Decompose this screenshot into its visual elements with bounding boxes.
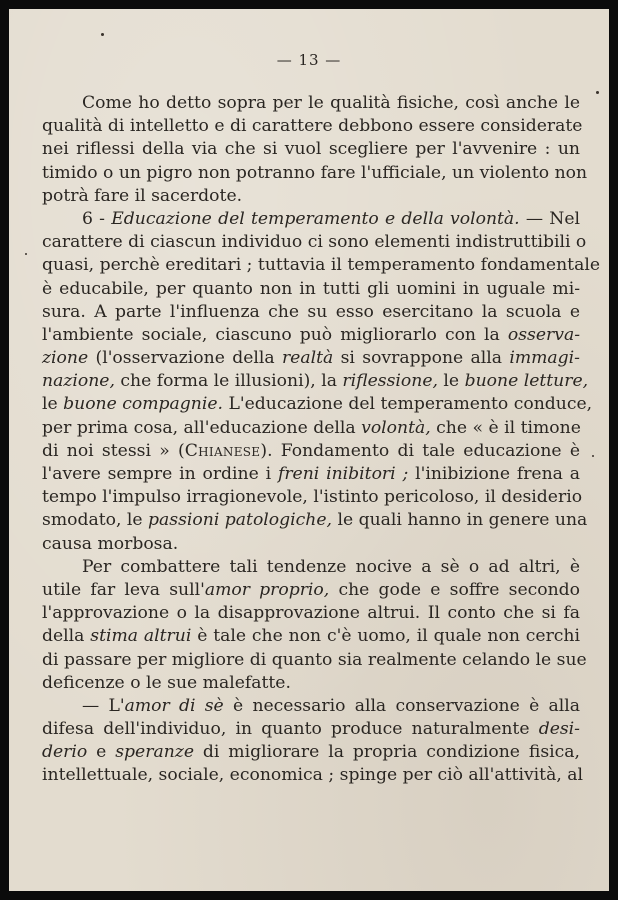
text-run: è educabile, per quanto non in tutti gli uomini in uguale mi-	[42, 278, 580, 299]
italic-text: speranze	[115, 742, 194, 763]
italic-text: osserva-	[507, 324, 580, 345]
italic-text: volontà,	[361, 417, 431, 438]
text-line	[42, 417, 580, 440]
book-page	[9, 9, 609, 891]
text-line	[42, 579, 580, 602]
text-line	[42, 393, 593, 416]
text-run: difesa dell'individuo, in quanto produce naturalmente	[42, 719, 539, 740]
text-run: Per combattere tali tendenze nocive a sè o ad altri, è	[82, 556, 580, 577]
text-run: causa morbosa.	[42, 533, 179, 554]
text-line	[42, 208, 580, 231]
text-line	[42, 556, 580, 579]
text-line	[42, 347, 580, 370]
text-run: qualità di intelletto e di carattere debbono essere considerate	[42, 116, 583, 137]
text-line	[42, 486, 583, 509]
text-line	[42, 741, 580, 764]
text-run: nei riflessi della via che si vuol scegliere per l'avvenire : un	[42, 139, 580, 160]
text-line	[42, 231, 587, 254]
print-speck	[101, 33, 104, 36]
text-run: deficenze o le sue malefatte.	[42, 672, 291, 693]
text-run: potrà fare il sacerdote.	[42, 185, 243, 206]
italic-text: stima altrui	[90, 626, 192, 647]
text-run: le quali hanno in genere una	[331, 510, 588, 531]
text-run: L'educazione del temperamento conduce,	[223, 394, 593, 415]
italic-text: riflessione,	[342, 371, 438, 392]
text-line	[42, 672, 580, 695]
text-line	[42, 92, 580, 115]
text-run: sura. A parte l'influenza che su esso esercitano la scuola e	[42, 301, 580, 322]
text-run: Chianese	[184, 440, 261, 461]
text-run: Come ho detto sopra per le qualità fisiche, così anche le	[82, 93, 580, 113]
italic-text: passioni patologiche,	[148, 510, 332, 531]
italic-text: zione	[42, 348, 89, 369]
text-run: per prima cosa, all'educazione della	[42, 417, 362, 438]
text-run: di noi stessi » (	[42, 440, 185, 461]
text-run: timido o un pigro non potranno fare l'ufficiale, un violento non	[42, 162, 588, 183]
text-line	[42, 509, 588, 532]
text-run: utile far leva sull'	[42, 579, 205, 600]
italic-text: realtà	[281, 348, 334, 369]
italic-text: freni inibitori ;	[277, 464, 409, 484]
text-run: di migliorare la propria condizione fisica,	[194, 742, 580, 763]
text-line	[42, 115, 583, 138]
text-run: che forma le illusioni), la	[114, 371, 343, 392]
italic-text: amor proprio,	[204, 579, 330, 600]
text-run: l'inibizione frena a	[408, 464, 580, 484]
text-run: quasi, perchè ereditari ; tuttavia il temperamento fondamentale	[42, 255, 600, 276]
text-line	[42, 185, 580, 208]
text-line	[42, 718, 580, 741]
text-line	[42, 370, 589, 393]
body-text	[42, 92, 600, 788]
text-run: è tale che non c'è uomo, il quale non cerchi	[191, 626, 580, 647]
text-run: tempo l'impulso irragionevole, l'istinto pericoloso, il desiderio	[42, 487, 583, 508]
italic-text: immagi-	[509, 348, 580, 369]
text-run: è necessario alla conservazione è alla	[223, 695, 580, 716]
text-run: (l'osservazione della	[88, 348, 282, 369]
italic-text: buone compagnie.	[63, 394, 223, 415]
text-line	[42, 463, 580, 486]
print-speck	[592, 455, 594, 457]
text-run: — Nel	[519, 208, 580, 229]
print-speck	[596, 91, 599, 94]
text-run: l'ambiente sociale, ciascuno può migliorarlo con la	[42, 324, 508, 345]
text-line	[42, 649, 587, 672]
text-line	[42, 254, 600, 277]
text-line	[42, 301, 580, 324]
text-run: l'avere sempre in ordine i	[42, 464, 278, 484]
text-line	[42, 162, 588, 185]
text-line	[42, 695, 580, 718]
italic-text: Educazione del temperamento e della volontà.	[111, 208, 520, 229]
text-run: 6 -	[82, 208, 112, 229]
text-run: e	[87, 742, 116, 763]
text-run: — L'	[82, 695, 125, 716]
text-line	[42, 324, 580, 347]
italic-text: buone letture,	[464, 371, 589, 392]
text-run: della	[42, 626, 91, 647]
text-run: l'approvazione o la disapprovazione altrui. Il conto che si fa	[42, 603, 580, 624]
text-run: le	[42, 394, 64, 415]
text-line	[42, 625, 580, 648]
italic-text: nazione,	[42, 371, 115, 392]
text-run: intellettuale, sociale, economica ; spinge per ciò all'attività, al	[42, 765, 583, 786]
text-run: si sovrappone alla	[333, 348, 510, 369]
text-line	[42, 602, 580, 625]
text-run: carattere di ciascun individuo ci sono elementi indistruttibili o	[42, 232, 587, 253]
print-speck	[25, 253, 27, 255]
text-line	[42, 533, 580, 556]
text-line	[42, 278, 580, 301]
text-line	[42, 138, 580, 161]
text-run: che gode e soffre secondo	[329, 579, 581, 600]
italic-text: derio	[42, 742, 88, 763]
text-run: smodato, le	[42, 510, 149, 531]
italic-text: desi-	[538, 719, 580, 740]
text-run: che « è il timone	[430, 417, 581, 438]
text-run: le	[437, 371, 465, 392]
text-line	[42, 440, 580, 463]
italic-text: amor di sè	[124, 695, 224, 716]
page-number: — 13 —	[276, 51, 342, 69]
text-run: ). Fondamento di tale educazione è	[260, 440, 580, 461]
text-line	[42, 764, 583, 787]
text-run: di passare per migliore di quanto sia realmente celando le sue	[42, 649, 587, 670]
